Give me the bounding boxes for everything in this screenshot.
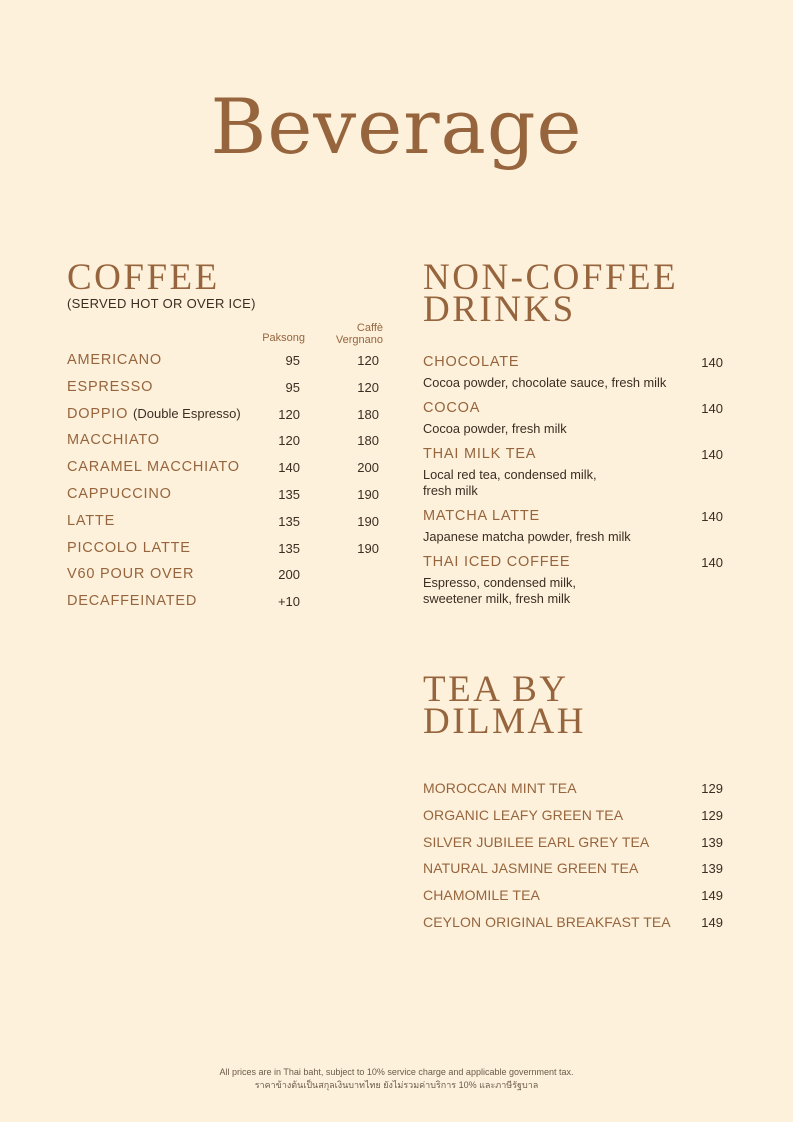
coffee-item (67, 486, 397, 513)
noncoffee-item (423, 554, 723, 607)
tea-item (423, 780, 723, 807)
coffee-item-note: (Double Espresso) (133, 405, 241, 421)
footer-line-english: All prices are in Thai baht, subject to 10% service charge and applicable government tax. (219, 1067, 574, 1077)
coffee-item (67, 459, 397, 486)
noncoffee-item-name: CHOCOLATE (423, 354, 520, 370)
coffee-item (67, 566, 397, 593)
tea-item-name: NATURAL JASMINE GREEN TEA (423, 860, 639, 877)
tea-item (423, 860, 723, 887)
noncoffee-item-price: 140 (701, 401, 723, 416)
price-paksong: 135 (278, 486, 300, 502)
column-header-line: Caffè (356, 322, 383, 334)
coffee-section (67, 257, 397, 610)
noncoffee-item-description: Cocoa powder, chocolate sauce, fresh milk (423, 375, 667, 390)
tea-item-price: 149 (701, 888, 723, 904)
tea-list (423, 780, 723, 941)
coffee-item-name: CAPPUCCINO (67, 485, 172, 502)
coffee-item-name: DECAFFEINATED (67, 593, 198, 610)
noncoffee-item-price: 140 (701, 555, 723, 570)
noncoffee-item (423, 400, 723, 437)
tea-item-price: 139 (701, 834, 723, 850)
tea-item (423, 914, 723, 941)
heading-line: NON-COFFEE (423, 257, 679, 298)
price-paksong: 120 (278, 433, 300, 449)
coffee-list (67, 352, 397, 620)
column-header-paksong: Paksong (262, 332, 305, 344)
noncoffee-item-name: THAI MILK TEA (423, 446, 537, 462)
tea-item-name: MOROCCAN MINT TEA (423, 780, 577, 796)
noncoffee-section (423, 257, 723, 616)
tea-item-name: CHAMOMILE TEA (423, 887, 540, 904)
price-caffe-vergnano: 120 (357, 379, 379, 395)
price-paksong: 95 (285, 353, 300, 368)
coffee-item-name: LATTE (67, 512, 116, 529)
price-caffe-vergnano: 190 (357, 540, 379, 556)
page-title: Beverage (210, 82, 583, 171)
price-paksong: +10 (277, 594, 300, 610)
noncoffee-item-name: THAI ICED COFFEE (423, 554, 571, 570)
noncoffee-item-price: 140 (701, 509, 723, 524)
price-paksong: 95 (285, 379, 300, 395)
coffee-subtitle: (SERVED HOT OR OVER ICE) (67, 296, 256, 311)
coffee-item-name: CARAMEL MACCHIATO (67, 459, 240, 476)
coffee-item (67, 352, 397, 379)
price-paksong: 140 (278, 460, 300, 476)
noncoffee-item-name: MATCHA LATTE (423, 508, 541, 524)
noncoffee-item-description: Local red tea, condensed milk, fresh milk (423, 467, 597, 498)
coffee-item (67, 432, 397, 459)
noncoffee-item-description: Japanese matcha powder, fresh milk (423, 529, 631, 544)
coffee-item-name: AMERICANO (67, 352, 163, 368)
column-header-line: Vergnano (335, 334, 383, 346)
price-caffe-vergnano: 190 (357, 486, 379, 502)
noncoffee-item-description: Espresso, condensed milk, sweetener milk, fresh milk (423, 575, 576, 606)
price-caffe-vergnano: 190 (357, 513, 379, 529)
coffee-item (67, 593, 397, 620)
coffee-heading: COFFEE (67, 257, 220, 298)
tea-item-price: 139 (701, 861, 723, 877)
coffee-item-name: DOPPIO (Double Espresso) (67, 405, 241, 422)
tea-item-name: CEYLON ORIGINAL BREAKFAST TEA (423, 913, 671, 930)
tea-item (423, 887, 723, 914)
price-paksong: 135 (278, 540, 300, 556)
tea-item-price: 149 (701, 914, 723, 930)
tea-item-name: ORGANIC LEAFY GREEN TEA (423, 806, 624, 823)
tea-heading: TEA BY DILMAH (423, 669, 586, 742)
coffee-item (67, 379, 397, 406)
column-header-caffe-vergnano (307, 322, 383, 346)
coffee-item (67, 406, 397, 433)
noncoffee-item (423, 508, 723, 545)
noncoffee-item-price: 140 (701, 447, 723, 462)
coffee-item-name: MACCHIATO (67, 432, 160, 449)
heading-line: DRINKS (423, 289, 576, 330)
coffee-item (67, 513, 397, 540)
coffee-item-name: V60 POUR OVER (67, 566, 195, 583)
price-caffe-vergnano: 180 (357, 406, 379, 422)
price-paksong: 200 (278, 567, 300, 583)
noncoffee-item-price: 140 (701, 355, 723, 370)
noncoffee-list (423, 354, 723, 607)
noncoffee-item (423, 354, 723, 391)
price-paksong: 120 (278, 406, 300, 422)
price-caffe-vergnano: 120 (357, 353, 379, 368)
tea-item (423, 834, 723, 861)
footer-note (0, 1066, 793, 1092)
coffee-item-name: ESPRESSO (67, 378, 154, 395)
footer-line-thai: ราคาข้างต้นเป็นสกุลเงินบาทไทย ยังไม่รวมค่าบริการ 10% และภาษีรัฐบาล (254, 1080, 539, 1090)
tea-item-price: 129 (701, 807, 723, 823)
coffee-item (67, 540, 397, 567)
noncoffee-item (423, 446, 723, 499)
noncoffee-item-name: COCOA (423, 400, 481, 416)
price-paksong: 135 (278, 513, 300, 529)
tea-item (423, 807, 723, 834)
tea-section (423, 669, 723, 941)
noncoffee-heading (423, 257, 723, 330)
tea-item-name: SILVER JUBILEE EARL GREY TEA (423, 833, 650, 850)
noncoffee-item-description: Cocoa powder, fresh milk (423, 421, 567, 436)
tea-item-price: 129 (701, 781, 723, 796)
price-caffe-vergnano: 180 (357, 433, 379, 449)
price-caffe-vergnano: 200 (357, 460, 379, 476)
coffee-item-name: PICCOLO LATTE (67, 539, 191, 556)
